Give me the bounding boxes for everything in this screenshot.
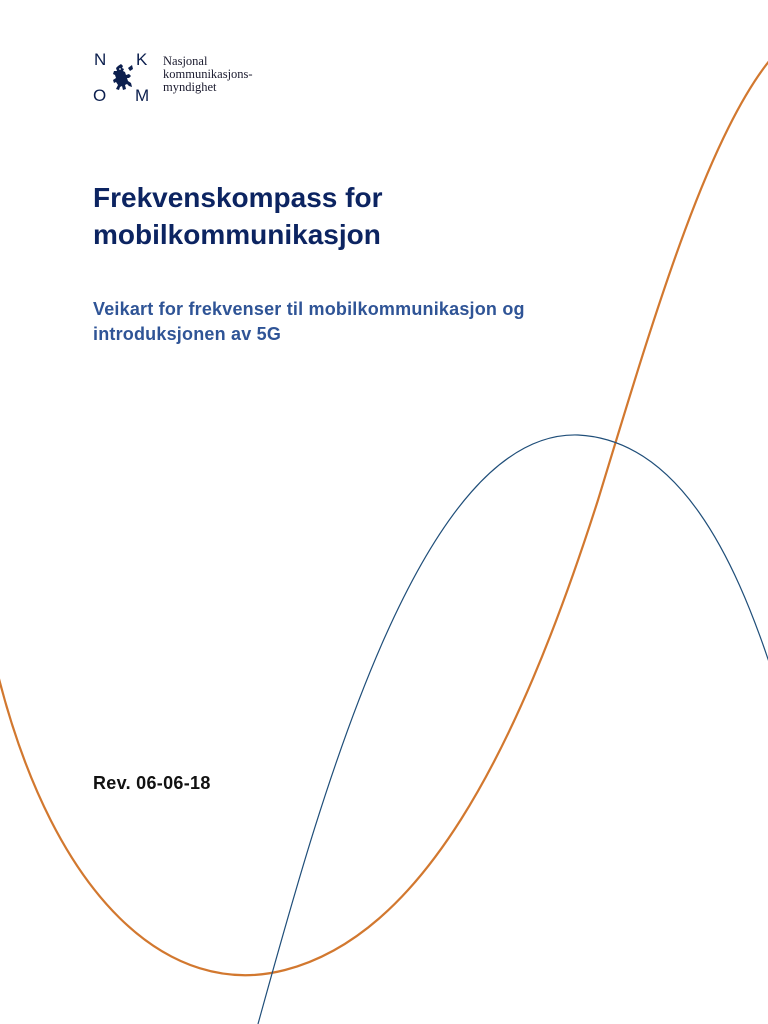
- logo-letter-o: O: [93, 86, 107, 105]
- logo-letter-n: N: [94, 50, 107, 69]
- blue-curve: [258, 435, 768, 1024]
- logo-name-line: Nasjonal: [163, 54, 208, 68]
- lion-crest-icon: [110, 63, 136, 91]
- logo-name-line: myndighet: [163, 80, 217, 94]
- logo-wordmark: [163, 55, 253, 94]
- subtitle-line: Veikart for frekvenser til mobilkommunikasjon og: [93, 299, 525, 319]
- document-title: [93, 179, 653, 253]
- revision-date: Rev. 06-06-18: [93, 773, 211, 793]
- logo-letter-m: M: [135, 86, 150, 105]
- title-line: mobilkommunikasjon: [93, 219, 381, 250]
- document-subtitle: [93, 297, 693, 347]
- logo-letter-k: K: [136, 50, 148, 69]
- subtitle-line: introduksjonen av 5G: [93, 324, 282, 344]
- title-line: Frekvenskompass for: [93, 182, 383, 213]
- nkom-logo: [92, 50, 292, 106]
- logo-name-line: kommunikasjons-: [163, 67, 253, 81]
